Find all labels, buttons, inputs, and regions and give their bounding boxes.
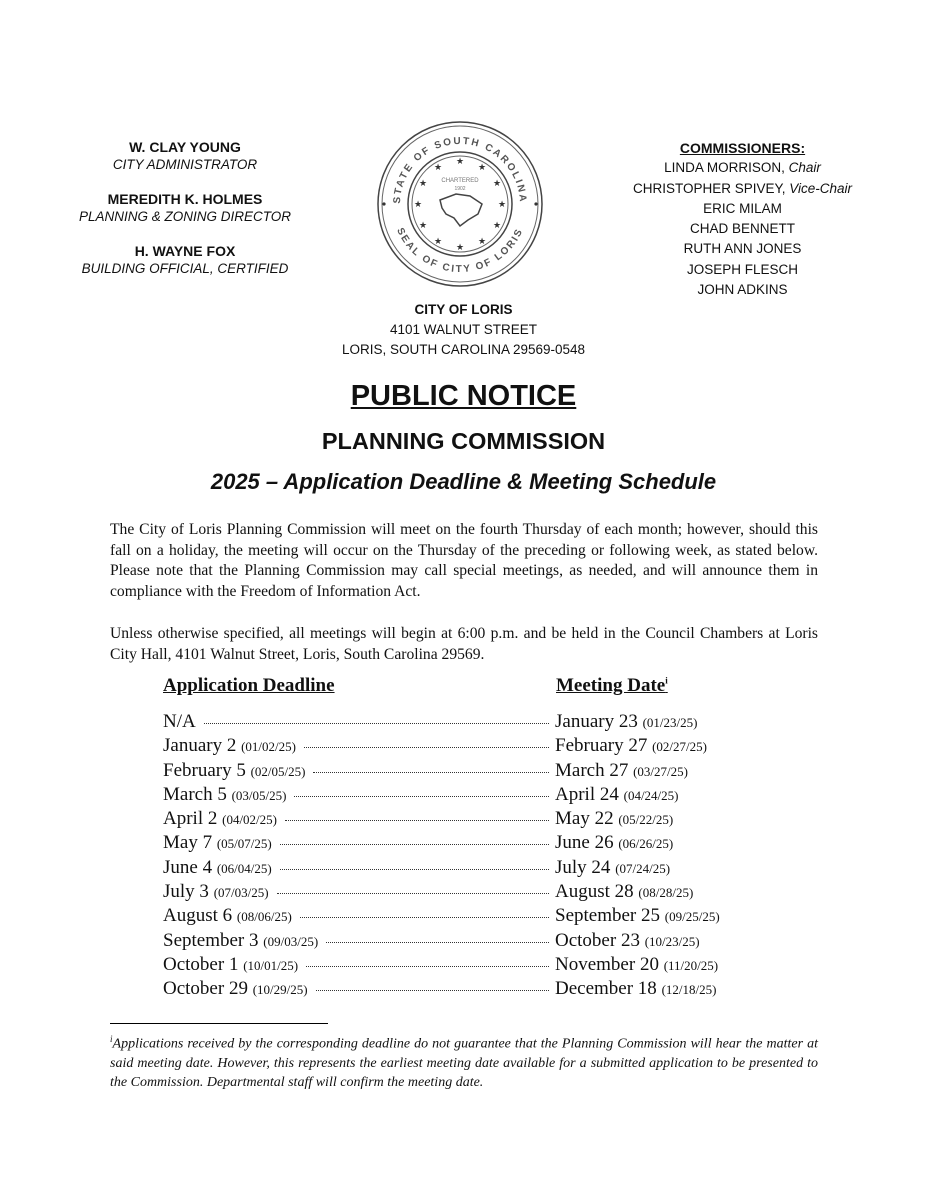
schedule-row <box>163 905 763 929</box>
meeting-date-numeric: (09/25/25) <box>664 909 720 925</box>
dot-leader <box>204 723 549 724</box>
dot-leader <box>280 844 549 845</box>
footnote-divider <box>110 1023 328 1024</box>
meeting-date: April 24 <box>555 783 619 805</box>
schedule-row <box>163 760 763 784</box>
svg-text:★: ★ <box>418 221 428 231</box>
seal-chartered: CHARTERED <box>441 178 479 184</box>
deadline-column-header: Application Deadline <box>163 675 335 696</box>
deadline-date: February 5 <box>163 759 246 781</box>
staff-title: PLANNING & ZONING DIRECTOR <box>78 209 292 224</box>
meeting-date-numeric: (06/26/25) <box>618 836 674 852</box>
seal-graphic <box>370 114 550 294</box>
dot-leader <box>285 820 549 821</box>
meeting-date: May 22 <box>555 808 614 830</box>
commissioners-block <box>615 138 870 300</box>
schedule-row <box>163 711 763 735</box>
schedule-table <box>163 711 763 1003</box>
svg-text:★: ★ <box>433 237 443 247</box>
deadline-date: October 29 <box>163 978 248 1000</box>
meeting-date: June 26 <box>555 832 614 854</box>
deadline-date-numeric: (10/29/25) <box>252 982 308 998</box>
deadline-date-numeric: (08/06/25) <box>236 909 292 925</box>
footnote-text: Applications received by the corresponding deadline do not guarantee that the Planning Commission will hear the matter at said meeting date. However, this represents the earliest meeting date available for a submitted application to be presented to the Commission. Departmental staff will confirm the meeting date. <box>110 1036 818 1090</box>
schedule-row <box>163 930 763 954</box>
schedule-row <box>163 881 763 905</box>
footnote <box>110 1030 818 1092</box>
dot-leader <box>313 772 549 773</box>
staff-name: H. WAYNE FOX <box>134 243 236 259</box>
svg-text:STATE OF SOUTH CAROLINA <box>392 136 528 204</box>
schedule-row <box>163 954 763 978</box>
dot-leader <box>304 747 549 748</box>
deadline-date-numeric: (06/04/25) <box>216 860 272 876</box>
staff-title: CITY ADMINISTRATOR <box>112 157 258 172</box>
dot-leader <box>294 796 549 797</box>
commission-title: PLANNING COMMISSION <box>321 428 606 454</box>
city-address <box>300 300 627 360</box>
commissioner-name: RUTH ANN JONES <box>683 241 802 257</box>
commissioner-name: CHAD BENNETT <box>689 221 795 237</box>
commissioner-role: Vice-Chair <box>789 180 853 196</box>
meeting-info-paragraph: Unless otherwise specified, all meetings will begin at 6:00 p.m. and be held in the Council Chambers at Loris City Hall, 4101 Walnut Street, Loris, South Carolina 29569. <box>110 625 818 663</box>
schedule-row <box>163 832 763 856</box>
deadline-date-numeric: (09/03/25) <box>263 933 319 949</box>
deadline-date: August 6 <box>163 905 233 927</box>
deadline-date: N/A <box>163 711 196 732</box>
footnote-reference: i <box>665 675 668 686</box>
dot-leader <box>306 966 549 967</box>
footnote-mark: i <box>110 1034 113 1044</box>
svg-text:★: ★ <box>455 243 465 253</box>
deadline-date: October 1 <box>163 953 239 975</box>
staff-block <box>40 138 330 294</box>
schedule-row <box>163 808 763 832</box>
svg-text:★: ★ <box>477 163 487 173</box>
commissioners-header: COMMISSIONERS: <box>679 140 806 156</box>
svg-text:★: ★ <box>418 179 428 189</box>
schedule-row <box>163 784 763 808</box>
meeting-date-numeric: (01/23/25) <box>642 715 698 730</box>
seal-year: 1902 <box>454 186 466 192</box>
svg-text:★: ★ <box>492 221 502 231</box>
deadline-date: March 5 <box>163 783 227 805</box>
meeting-date-numeric: (07/24/25) <box>615 860 671 876</box>
schedule-row <box>163 978 763 1002</box>
dot-leader <box>280 869 549 870</box>
meeting-date-numeric: (05/22/25) <box>618 812 674 828</box>
meeting-date-numeric: (11/20/25) <box>663 957 719 973</box>
address-city: CITY OF LORIS <box>414 302 513 317</box>
meeting-date-numeric: (12/18/25) <box>661 982 717 998</box>
dot-leader <box>316 990 549 991</box>
deadline-date: May 7 <box>163 832 213 854</box>
meeting-date: February 27 <box>555 735 648 757</box>
staff-title: BUILDING OFFICIAL, CERTIFIED <box>81 261 289 276</box>
staff-name: W. CLAY YOUNG <box>129 139 241 155</box>
svg-text:★: ★ <box>492 179 502 189</box>
address-street: 4101 WALNUT STREET <box>389 322 538 337</box>
dot-leader <box>326 942 549 943</box>
deadline-date-numeric: (04/02/25) <box>222 812 277 828</box>
public-notice-title: PUBLIC NOTICE <box>350 380 577 412</box>
deadline-date: July 3 <box>163 881 209 903</box>
meeting-date-numeric: (04/24/25) <box>623 787 679 803</box>
meeting-date-numeric: (03/27/25) <box>633 763 688 779</box>
staff-name: MEREDITH K. HOLMES <box>107 191 263 207</box>
commissioner-name: CHRISTOPHER SPIVEY <box>632 180 782 196</box>
deadline-date: January 2 <box>163 735 237 757</box>
meeting-date: January 23 <box>555 711 638 732</box>
meeting-date: November 20 <box>555 953 659 975</box>
meeting-date: July 24 <box>555 856 611 878</box>
deadline-date: September 3 <box>163 929 259 951</box>
meeting-date-numeric: (10/23/25) <box>644 933 700 949</box>
meeting-column-label: Meeting Date <box>556 675 666 696</box>
svg-text:★: ★ <box>413 200 423 210</box>
commissioner-entry: LINDA MORRISON, Chair <box>664 160 821 176</box>
seal-top-text: STATE OF SOUTH CAROLINA <box>391 135 529 204</box>
schedule-row <box>163 735 763 759</box>
address-citystate: LORIS, SOUTH CAROLINA 29569-0548 <box>341 342 586 357</box>
deadline-date: June 4 <box>163 856 213 878</box>
commissioner-name: JOHN ADKINS <box>697 282 788 298</box>
svg-text:★: ★ <box>477 237 487 247</box>
svg-text:★: ★ <box>433 163 443 173</box>
deadline-date-numeric: (02/05/25) <box>250 763 306 779</box>
meeting-date-numeric: (02/27/25) <box>652 739 707 755</box>
svg-text:★: ★ <box>497 200 507 210</box>
commissioner-role: Chair <box>788 160 821 176</box>
schedule-row <box>163 857 763 881</box>
schedule-title: 2025 – Application Deadline & Meeting Schedule <box>210 469 717 494</box>
meeting-date: September 25 <box>555 905 661 927</box>
commissioner-name: LINDA MORRISON <box>664 160 782 176</box>
meeting-date: October 23 <box>555 929 640 951</box>
deadline-date: April 2 <box>163 808 218 830</box>
commissioner-name: ERIC MILAM <box>703 200 782 216</box>
deadline-date-numeric: (07/03/25) <box>213 885 269 901</box>
deadline-date-numeric: (03/05/25) <box>231 787 287 803</box>
meeting-column-header <box>556 675 668 697</box>
seal-bottom-text: SEAL OF CITY OF LORIS <box>394 226 526 276</box>
meeting-date-numeric: (08/28/25) <box>638 885 694 901</box>
meeting-date: December 18 <box>555 978 657 1000</box>
meeting-date: March 27 <box>555 759 629 781</box>
dot-leader <box>277 893 549 894</box>
meeting-date: August 28 <box>555 881 634 903</box>
city-seal <box>370 114 550 294</box>
commissioner-entry: CHRISTOPHER SPIVEY, Vice-Chair <box>632 180 853 196</box>
intro-paragraph: The City of Loris Planning Commission will meet on the fourth Thursday of each month; however, should this fall on a holiday, the meeting will occur on the Thursday of the preceding or following week, as stated below. Please note that the Planning Commission may call special meetings, as needed, and will announce them in compliance with the Freedom of Information Act. <box>110 521 818 600</box>
svg-text:★: ★ <box>455 157 465 167</box>
deadline-date-numeric: (01/02/25) <box>241 739 296 755</box>
deadline-date-numeric: (05/07/25) <box>216 836 272 852</box>
commissioner-name: JOSEPH FLESCH <box>686 261 799 277</box>
dot-leader <box>300 917 549 918</box>
deadline-date-numeric: (10/01/25) <box>243 957 299 973</box>
